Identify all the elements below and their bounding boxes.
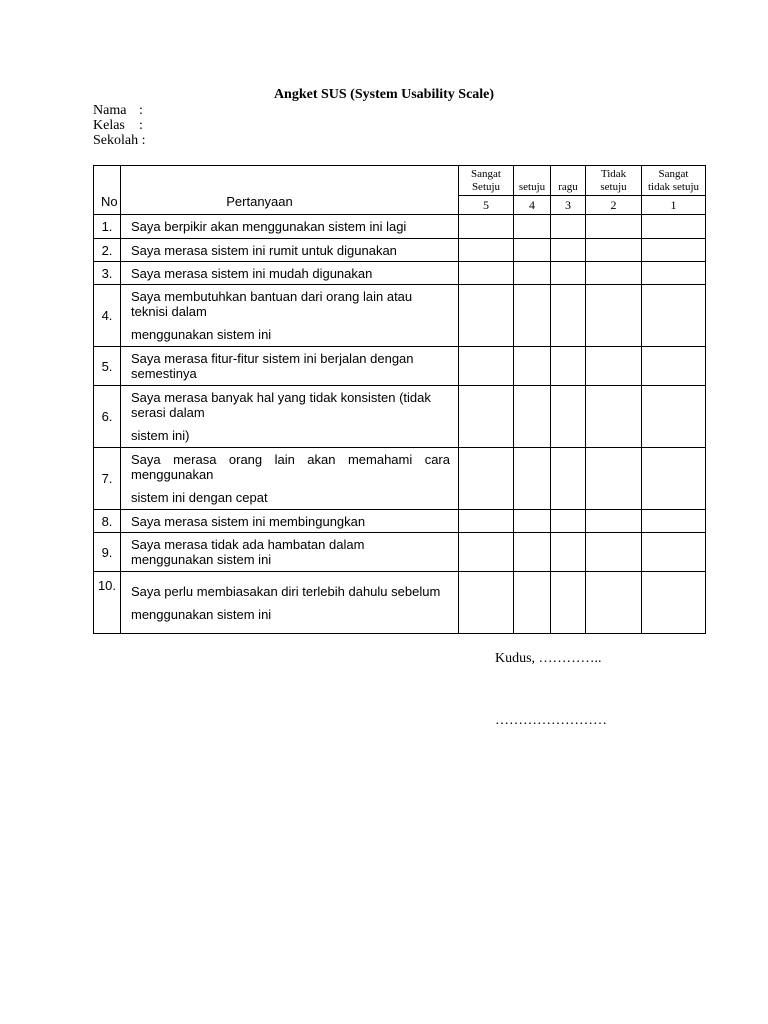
row-question: [121, 285, 459, 347]
table-row: [94, 285, 706, 347]
row-question: [121, 386, 459, 448]
row-question: Saya berpikir akan menggunakan sistem ini lagi: [121, 215, 459, 239]
answer-cell-1[interactable]: [642, 262, 706, 285]
header-scale-1-line1: Sangat: [658, 168, 689, 180]
answer-cell-2[interactable]: [586, 572, 642, 634]
answer-cell-3[interactable]: [551, 347, 586, 386]
answer-cell-5[interactable]: [459, 510, 514, 533]
answer-cell-2[interactable]: [586, 239, 642, 262]
answer-cell-1[interactable]: [642, 386, 706, 448]
answer-cell-2[interactable]: [586, 510, 642, 533]
header-scale-5: [459, 166, 514, 196]
answer-cell-4[interactable]: [514, 386, 551, 448]
header-value-5: 5: [459, 196, 514, 215]
answer-cell-5[interactable]: [459, 386, 514, 448]
identity-name: [93, 103, 143, 118]
answer-cell-4[interactable]: [514, 347, 551, 386]
answer-cell-3[interactable]: [551, 386, 586, 448]
table-row: [94, 448, 706, 510]
row-question-line1: Saya perlu membiasakan diri terlebih dahulu sebelum: [131, 583, 441, 599]
identity-name-label: Nama: [93, 103, 127, 118]
identity-class: [93, 118, 143, 133]
answer-cell-4[interactable]: [514, 572, 551, 634]
header-scale-2-line1: Tidak: [600, 168, 627, 180]
table-row: [94, 215, 706, 239]
table-row: [94, 572, 706, 634]
header-scale-1: [642, 166, 706, 196]
header-scale-4-line2: setuju: [518, 181, 546, 193]
table-row: [94, 239, 706, 262]
row-number: 6.: [94, 386, 121, 448]
signature-place-date: Kudus, …………..: [495, 651, 602, 666]
answer-cell-5[interactable]: [459, 285, 514, 347]
answer-cell-4[interactable]: [514, 239, 551, 262]
answer-cell-1[interactable]: [642, 347, 706, 386]
header-question: Pertanyaan: [121, 166, 459, 215]
answer-cell-5[interactable]: [459, 262, 514, 285]
row-question: [121, 572, 459, 634]
header-scale-2: [586, 166, 642, 196]
row-number: 5.: [94, 347, 121, 386]
answer-cell-3[interactable]: [551, 215, 586, 239]
answer-cell-4[interactable]: [514, 448, 551, 510]
answer-cell-1[interactable]: [642, 448, 706, 510]
header-scale-5-line2: Setuju: [471, 181, 501, 193]
row-question: [121, 448, 459, 510]
header-value-3: 3: [551, 196, 586, 215]
answer-cell-4[interactable]: [514, 215, 551, 239]
answer-cell-4[interactable]: [514, 262, 551, 285]
row-number: 9.: [94, 533, 121, 572]
row-number: 7.: [94, 448, 121, 510]
row-question-line2: menggunakan sistem ini: [131, 327, 272, 342]
header-no: No: [94, 166, 121, 215]
header-scale-2-line2: setuju: [600, 181, 627, 193]
identity-school-label: Sekolah :: [93, 133, 146, 148]
row-question: Saya merasa sistem ini membingungkan: [121, 510, 459, 533]
answer-cell-5[interactable]: [459, 572, 514, 634]
answer-cell-2[interactable]: [586, 262, 642, 285]
answer-cell-5[interactable]: [459, 239, 514, 262]
row-question-line1: Saya membutuhkan bantuan dari orang lain atau teknisi dalam: [131, 289, 413, 319]
answer-cell-1[interactable]: [642, 533, 706, 572]
row-question-line2: menggunakan sistem ini: [131, 606, 272, 622]
identity-name-colon: :: [139, 103, 143, 118]
answer-cell-3[interactable]: [551, 533, 586, 572]
header-scale-3-line2: ragu: [558, 181, 578, 193]
table-row: [94, 533, 706, 572]
row-number: 10.: [94, 572, 121, 634]
answer-cell-3[interactable]: [551, 239, 586, 262]
answer-cell-2[interactable]: [586, 448, 642, 510]
answer-cell-1[interactable]: [642, 215, 706, 239]
header-scale-1-line2: tidak setuju: [647, 181, 700, 193]
header-value-4: 4: [514, 196, 551, 215]
document-title: Angket SUS (System Usability Scale): [273, 87, 495, 102]
answer-cell-5[interactable]: [459, 347, 514, 386]
answer-cell-2[interactable]: [586, 347, 642, 386]
answer-cell-1[interactable]: [642, 510, 706, 533]
header-scale-5-line1: Sangat: [471, 168, 501, 180]
row-question-line2: sistem ini dengan cepat: [131, 490, 268, 505]
answer-cell-2[interactable]: [586, 285, 642, 347]
row-question: Saya merasa sistem ini mudah digunakan: [121, 262, 459, 285]
answer-cell-4[interactable]: [514, 510, 551, 533]
row-number: 4.: [94, 285, 121, 347]
row-question: Saya merasa fitur-fitur sistem ini berjalan dengan semestinya: [121, 347, 459, 386]
identity-school: [93, 133, 146, 148]
row-number: 2.: [94, 239, 121, 262]
answer-cell-5[interactable]: [459, 448, 514, 510]
row-question: Saya merasa tidak ada hambatan dalam menggunakan sistem ini: [121, 533, 459, 572]
table-row: [94, 510, 706, 533]
table-row: [94, 347, 706, 386]
header-value-2: 2: [586, 196, 642, 215]
answer-cell-1[interactable]: [642, 239, 706, 262]
answer-cell-3[interactable]: [551, 510, 586, 533]
row-number: 8.: [94, 510, 121, 533]
row-question-line2: sistem ini): [131, 428, 190, 443]
row-number: 3.: [94, 262, 121, 285]
answer-cell-1[interactable]: [642, 285, 706, 347]
sus-questionnaire-table: [93, 165, 706, 634]
header-value-1: 1: [642, 196, 706, 215]
answer-cell-4[interactable]: [514, 533, 551, 572]
row-question-line1: Saya merasa orang lain akan memahami cara menggunakan: [131, 452, 450, 482]
identity-class-colon: :: [139, 118, 143, 133]
table-row: [94, 386, 706, 448]
answer-cell-5[interactable]: [459, 533, 514, 572]
row-question-line1: Saya merasa banyak hal yang tidak konsisten (tidak serasi dalam: [131, 390, 431, 420]
row-question: Saya merasa sistem ini rumit untuk digunakan: [121, 239, 459, 262]
header-scale-3: [551, 166, 586, 196]
answer-cell-3[interactable]: [551, 448, 586, 510]
answer-cell-1[interactable]: [642, 572, 706, 634]
answer-cell-2[interactable]: [586, 386, 642, 448]
answer-cell-4[interactable]: [514, 285, 551, 347]
answer-cell-3[interactable]: [551, 262, 586, 285]
row-number: 1.: [94, 215, 121, 239]
identity-class-label: Kelas: [93, 118, 125, 133]
answer-cell-2[interactable]: [586, 215, 642, 239]
answer-cell-2[interactable]: [586, 533, 642, 572]
table-row: [94, 262, 706, 285]
answer-cell-5[interactable]: [459, 215, 514, 239]
signature-name-line: ……………………: [495, 713, 607, 728]
answer-cell-3[interactable]: [551, 285, 586, 347]
answer-cell-3[interactable]: [551, 572, 586, 634]
header-scale-4: [514, 166, 551, 196]
